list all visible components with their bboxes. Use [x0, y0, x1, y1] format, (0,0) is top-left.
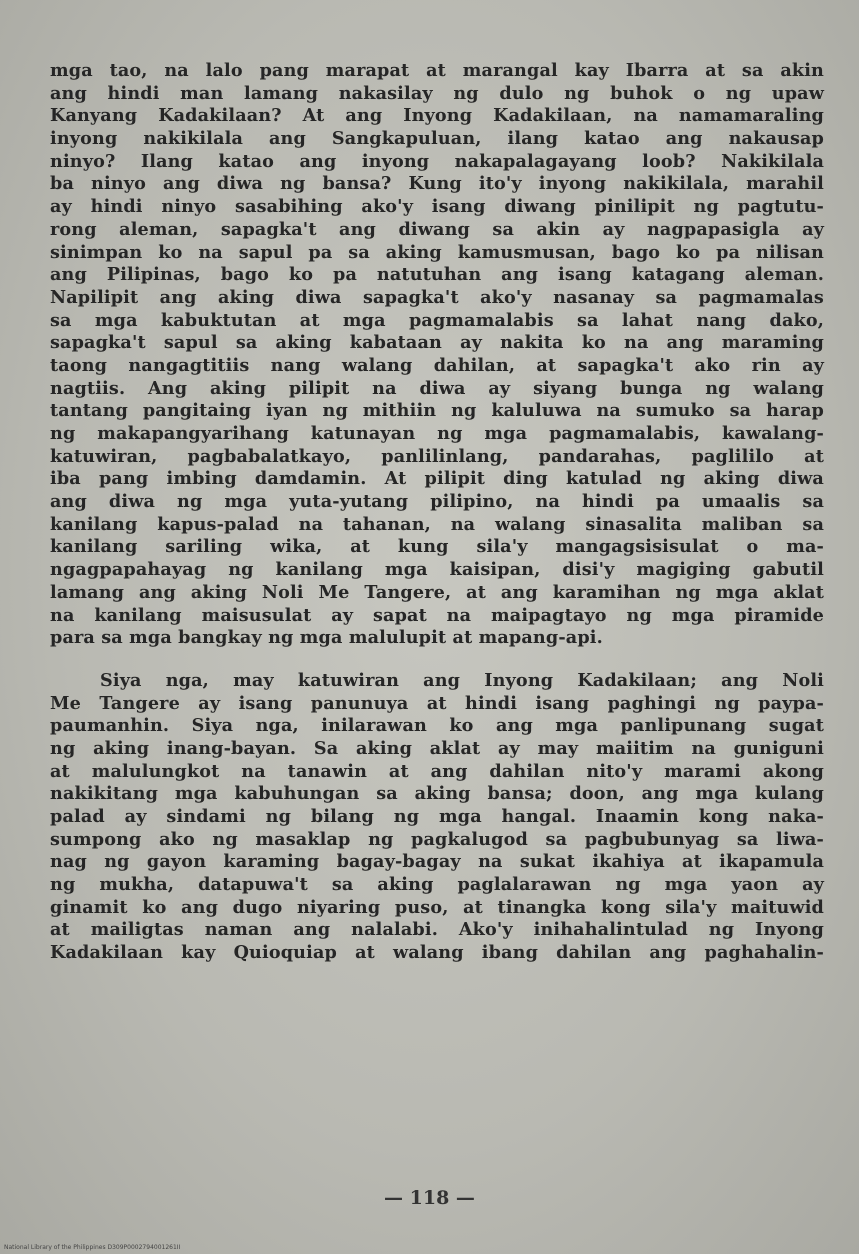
- text-line: lamang ang aking Noli Me Tangere, at ang karamihan ng mga aklat: [50, 581, 824, 603]
- text-line: iba pang imbing damdamin. At pilipit ding katulad ng aking diwa: [50, 468, 824, 490]
- text-line: nag ng gayon karaming bagay-bagay na sukat ikahiya at ikapamula: [50, 851, 824, 873]
- text-line: Napilipit ang aking diwa sapagka't ako'y nasanay sa pagmamalas: [50, 286, 824, 308]
- text-line: ngagpapahayag ng kanilang mga kaisipan, disi'y magiging gabutil: [50, 559, 824, 581]
- paragraph-2: [50, 670, 824, 965]
- text-line: sumpong ako ng masaklap ng pagkalugod sa pagbubunyag sa liwa-: [50, 828, 824, 850]
- text-line: para sa mga bangkay ng mga malulupit at mapang-api.: [50, 627, 603, 649]
- page-number: — 118 —: [384, 1187, 475, 1209]
- text-line: ang diwa ng mga yuta-yutang pilipino, na hindi pa umaalis sa: [50, 491, 824, 513]
- text-line: ginamit ko ang dugo niyaring puso, at tinangka kong sila'y maituwid: [50, 896, 824, 918]
- text-line: sa mga kabuktutan at mga pagmamalabis sa lahat nang dako,: [50, 309, 824, 331]
- text-line: mga tao, na lalo pang marapat at marangal kay Ibarra at sa akin: [50, 60, 824, 81]
- text-line: nakikitang mga kabuhungan sa aking bansa; doon, ang mga kulang: [50, 783, 824, 805]
- text-line: nagtiis. Ang aking pilipit na diwa ay siyang bunga ng walang: [50, 377, 824, 399]
- library-footer: National Library of the Philippines D309P0002794001261II: [4, 1244, 181, 1251]
- text-line: taong nangagtitiis nang walang dahilan, at sapagka't ako rin ay: [50, 354, 824, 376]
- text-line: Kadakilaan kay Quioquiap at walang ibang dahilan ang paghahalin-: [50, 942, 824, 964]
- text-line: kanilang sariling wika, at kung sila'y mangagsisisulat o ma-: [50, 536, 824, 558]
- body-text: [50, 60, 824, 965]
- text-line: rong aleman, sapagka't ang diwang sa akin ay nagpapasigla ay: [50, 218, 824, 240]
- text-line: ang Pilipinas, bago ko pa natutuhan ang isang katagang aleman.: [50, 264, 824, 286]
- text-line: at mailigtas naman ang nalalabi. Ako'y inihahalintulad ng Inyong: [50, 919, 824, 941]
- text-line: ng makapangyarihang katunayan ng mga pagmamalabis, kawalang-: [50, 423, 824, 444]
- text-line: ng aking inang-bayan. Sa aking aklat ay may maiitim na guniguni: [50, 737, 824, 759]
- text-line: ninyo? Ilang katao ang inyong nakapalagayang loob? Nakikilala: [50, 150, 824, 172]
- text-line: ng mukha, datapuwa't sa aking paglalarawan ng mga yaon ay: [50, 874, 824, 896]
- text-line: tantang pangitaing iyan ng mithiin ng kaluluwa na sumuko sa harap: [50, 400, 824, 422]
- text-line: at malulungkot na tanawin at ang dahilan nito'y marami akong: [50, 760, 824, 782]
- text-line: ba ninyo ang diwa ng bansa? Kung ito'y inyong nakikilala, marahil: [50, 173, 824, 195]
- text-line: ang hindi man lamang nakasilay ng dulo ng buhok o ng upaw: [50, 82, 824, 104]
- text-line: sinimpan ko na sapul pa sa aking kamusmusan, bago ko pa nilisan: [50, 241, 824, 263]
- text-line: sapagka't sapul sa aking kabataan ay nakita ko na ang maraming: [50, 332, 824, 354]
- text-line: paumanhin. Siya nga, inilarawan ko ang mga panlipunang sugat: [50, 715, 824, 737]
- text-line: ay hindi ninyo sasabihing ako'y isang diwang pinilipit ng pagtutu-: [50, 196, 824, 218]
- text-line: Me Tangere ay isang panunuya at hindi isang paghingi ng paypa-: [50, 692, 824, 714]
- text-line: palad ay sindami ng bilang ng mga hangal. Inaamin kong naka-: [50, 806, 824, 827]
- paragraph-1: [50, 60, 824, 650]
- text-line: inyong nakikilala ang Sangkapuluan, ilang katao ang nakausap: [50, 128, 824, 150]
- text-line: Kanyang Kadakilaan? At ang Inyong Kadakilaan, na namamaraling: [50, 105, 824, 127]
- text-line: na kanilang maisusulat ay sapat na maipagtayo ng mga piramide: [50, 604, 824, 626]
- text-line: Siya nga, may katuwiran ang Inyong Kadakilaan; ang Noli: [100, 669, 824, 691]
- text-line: kanilang kapus-palad na tahanan, na walang sinasalita maliban sa: [50, 513, 824, 535]
- text-line: katuwiran, pagbabalatkayo, panlilinlang, pandarahas, paglililo at: [50, 445, 824, 467]
